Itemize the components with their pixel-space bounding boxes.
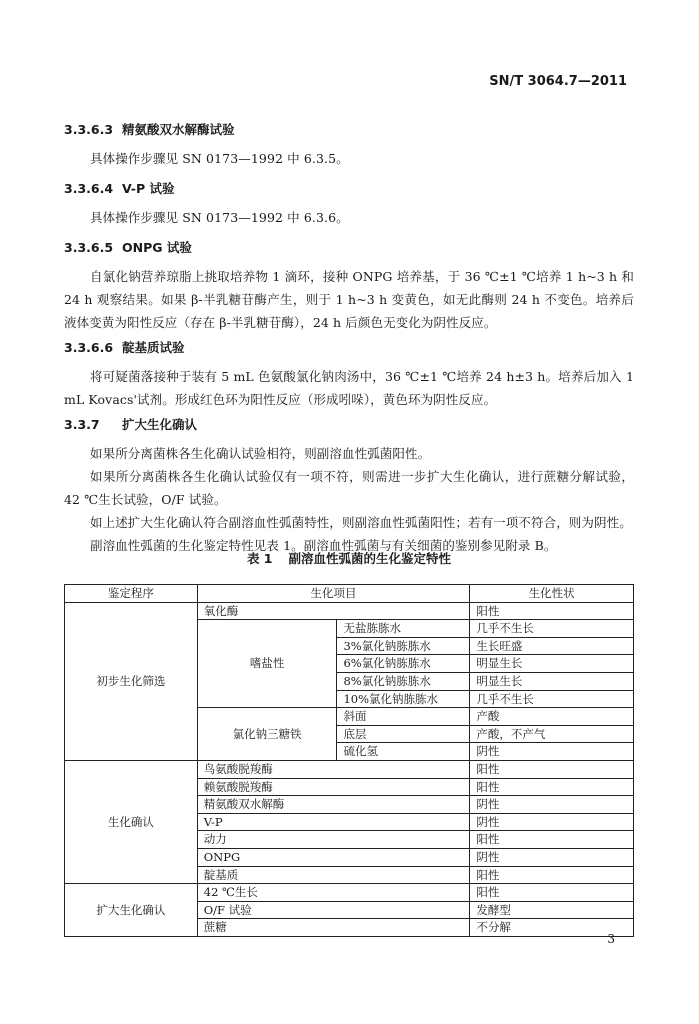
section-title: ONPG 试验 (122, 240, 192, 255)
sub-item-cell: 10%氯化钠胨胨水 (337, 690, 470, 708)
section-number: 3.3.6.6 (64, 340, 114, 355)
item-cell: 精氨酸双水解酶 (197, 796, 470, 814)
result-cell: 生长旺盛 (470, 637, 634, 655)
section-title: 靛基质试验 (122, 340, 185, 355)
group-cell: 初步生化筛选 (65, 602, 198, 760)
section-3-3-7 (64, 413, 634, 557)
section-title: V-P 试验 (122, 181, 175, 196)
table-row (65, 884, 634, 902)
result-cell: 阳性 (470, 831, 634, 849)
result-cell: 阳性 (470, 778, 634, 796)
item-cell: 动力 (197, 831, 470, 849)
result-cell: 明显生长 (470, 655, 634, 673)
paragraph: 具体操作步骤见 SN 0173—1992 中 6.3.6。 (90, 210, 349, 225)
paragraph: 如上述扩大生化确认符合副溶血性弧菌特性，则副溶血性弧菌阳性；若有一项不符合，则为阴性。 (90, 515, 632, 530)
result-cell: 产酸 (470, 708, 634, 726)
sub-item-cell: 8%氯化钠胨胨水 (337, 672, 470, 690)
section-heading (64, 413, 634, 436)
result-cell: 阴性 (470, 848, 634, 866)
item-cell: 蔗糖 (197, 919, 470, 937)
group-cell: 扩大生化确认 (65, 884, 198, 937)
section-3-3-6-4 (64, 177, 634, 229)
header-cell: 生化项目 (197, 585, 470, 603)
paragraph: 如果所分离菌株各生化确认试验仅有一项不符，则需进一步扩大生化确认，进行蔗糖分解试验，42 ℃生长试验，O/F 试验。 (64, 469, 634, 507)
result-cell: 不分解 (470, 919, 634, 937)
section-number: 3.3.6.3 (64, 122, 114, 137)
item-cell: 鸟氨酸脱羧酶 (197, 760, 470, 778)
section-3-3-6-6 (64, 336, 634, 411)
paragraph: 副溶血性弧菌的生化鉴定特性见表 1。副溶血性弧菌与有关细菌的鉴别参见附录 B。 (90, 538, 557, 553)
item-cell: ONPG (197, 848, 470, 866)
paragraph: 自氯化钠营养琼脂上挑取培养物 1 滴环，接种 ONPG 培养基，于 36 ℃±1 ℃培养 1 h~3 h 和 24 h 观察结果。如果 β-半乳糖苷酶产生，则于 1 h~3 h 变黄色，如无此酶则 24 h 不变色。培养后液体变黄为阳性反应（存在 β-半乳糖苷酶），24 h 后颜色无变化为阴性反应。 (64, 269, 634, 330)
sub-item-cell: 6%氯化钠胨胨水 (337, 655, 470, 673)
item-cell: 嗜盐性 (197, 620, 337, 708)
section-heading (64, 118, 634, 141)
group-cell: 生化确认 (65, 760, 198, 883)
result-cell: 明显生长 (470, 672, 634, 690)
section-heading (64, 236, 634, 259)
table-title: 副溶血性弧菌的生化鉴定特性 (288, 551, 452, 566)
item-cell: 氯化钠三糖铁 (197, 708, 337, 761)
header-cell: 鉴定程序 (65, 585, 198, 603)
section-title: 扩大生化确认 (122, 417, 198, 432)
table-row (65, 602, 634, 620)
section-3-3-6-3 (64, 118, 634, 170)
sub-item-cell: 无盐胨胨水 (337, 620, 470, 638)
result-cell: 阴性 (470, 796, 634, 814)
result-cell: 阳性 (470, 602, 634, 620)
item-cell: 氧化酶 (197, 602, 470, 620)
sub-item-cell: 3%氯化钠胨胨水 (337, 637, 470, 655)
section-title: 精氨酸双水解酶试验 (122, 122, 235, 137)
biochemical-table (64, 584, 634, 937)
table-row (65, 760, 634, 778)
paragraph: 如果所分离菌株各生化确认试验相符，则副溶血性弧菌阳性。 (90, 446, 431, 461)
result-cell: 几乎不生长 (470, 620, 634, 638)
table-label: 表 1 (246, 551, 273, 566)
section-number: 3.3.7 (64, 417, 100, 432)
item-cell: 42 ℃生长 (197, 884, 470, 902)
sub-item-cell: 斜面 (337, 708, 470, 726)
item-cell: O/F 试验 (197, 901, 470, 919)
paragraph: 具体操作步骤见 SN 0173—1992 中 6.3.5。 (90, 151, 349, 166)
sub-item-cell: 硫化氢 (337, 743, 470, 761)
header-cell: 生化性状 (470, 585, 634, 603)
section-3-3-6-5 (64, 236, 634, 334)
sub-item-cell: 底层 (337, 725, 470, 743)
paragraph: 将可疑菌落接种于装有 5 mL 色氨酸氯化钠肉汤中，36 ℃±1 ℃培养 24 h±3 h。培养后加入 1 mL Kovacs'试剂。形成红色环为阳性反应（形成吲哚），黄色环为阴性反应。 (64, 369, 634, 407)
page-number: 3 (607, 932, 615, 946)
item-cell: V-P (197, 813, 470, 831)
item-cell: 靛基质 (197, 866, 470, 884)
table-header-row (65, 585, 634, 603)
result-cell: 阴性 (470, 813, 634, 831)
result-cell: 阳性 (470, 884, 634, 902)
result-cell: 发酵型 (470, 901, 634, 919)
result-cell: 阳性 (470, 866, 634, 884)
result-cell: 阳性 (470, 760, 634, 778)
section-heading (64, 336, 634, 359)
item-cell: 赖氨酸脱羧酶 (197, 778, 470, 796)
result-cell: 阴性 (470, 743, 634, 761)
result-cell: 几乎不生长 (470, 690, 634, 708)
result-cell: 产酸，不产气 (470, 725, 634, 743)
section-heading (64, 177, 634, 200)
table-caption (64, 549, 634, 567)
section-number: 3.3.6.5 (64, 240, 114, 255)
section-number: 3.3.6.4 (64, 181, 114, 196)
document-code: SN/T 3064.7—2011 (489, 74, 627, 89)
